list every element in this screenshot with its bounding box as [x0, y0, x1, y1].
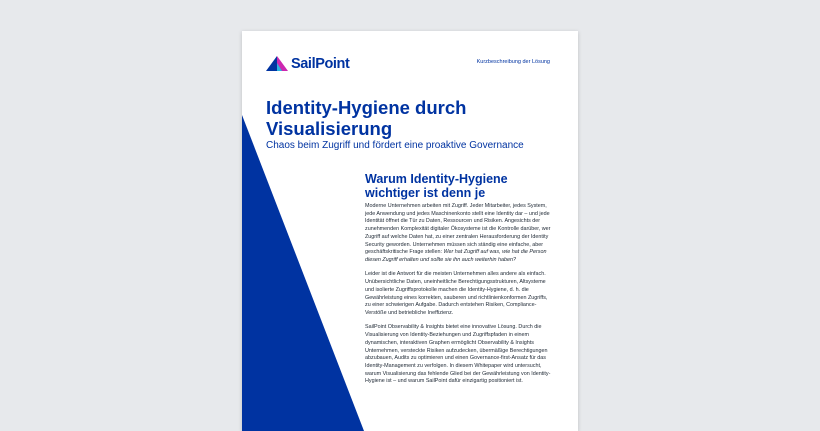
section-heading-line-2: wichtiger ist denn je	[365, 186, 486, 200]
document-title	[266, 97, 556, 139]
document-subtitle: Chaos beim Zugriff und fördert eine proaktive Governance	[266, 140, 524, 151]
paragraph-1	[365, 203, 553, 265]
body-text-column	[365, 203, 553, 393]
section-heading	[365, 172, 565, 200]
sailpoint-logo	[266, 55, 349, 73]
sail-icon	[266, 56, 288, 72]
title-line-1: Identity-Hygiene durch	[266, 97, 467, 118]
logo-wordmark: SailPoint	[291, 56, 350, 72]
paragraph-1-question: Wer hat Zugriff auf was, wie hat die Person diesen Zugriff erhalten und sollte sie ihn auch weiterhin haben?	[365, 249, 547, 263]
paragraph-2: Leider ist die Antwort für die meisten Unternehmen alles andere als einfach. Unübersichtliche Daten, uneinheitliche Berechtigungsstrukturen, Altsysteme und isolierte Zugriffsprotokolle machen die Identity-Hygiene, d. h. die Gewährleistung eines korrekten, sauberen und richtlinienkonformen Zugriffs, zu einer schwierigen Aufgabe. Dadurch entstehen Risiken, Compliance-Verstöße und betriebliche Ineffizienz.	[365, 271, 548, 316]
section-heading-line-1: Warum Identity-Hygiene	[365, 172, 508, 186]
document-page	[242, 31, 578, 431]
paragraph-1-text: Moderne Unternehmen arbeiten mit Zugriff. Jeder Mitarbeiter, jedes System, jede Anwendung und jedes Maschinenkonto stellt eine Identity dar – und jede Identität öffnet die Tür zu Daten, Ressourcen und Risiken. Angesichts der zunehmenden Komplexität digitaler Ökosysteme ist die Kontrolle darüber, wer Zugriff auf welche Daten hat, zu einer zentralen Herausforderung der Identity Security geworden. Unternehmen müssen sich ständig eine einfache, aber geschäftskritische Frage stellen:	[365, 203, 551, 256]
document-type-label: Kurzbeschreibung der Lösung	[476, 59, 550, 65]
paragraph-3: SailPoint Observability & Insights bietet eine innovative Lösung. Durch die Visualisierung von Identity-Beziehungen und Zugriffspfaden in einem dynamischen, interaktiven Graphen ermöglicht Observability & Insights Unternehmen, versteckte Risiken aufzudecken, übermäßige Berechtigungen abzubauen, Audits zu optimieren und einen Governance-first-Ansatz für das Identity-Management zu verfolgen. In diesem Whitepaper wird untersucht, warum Visualisierung das fehlende Glied bei der Gewährleistung von Identity-Hygiene ist – und warum SailPoint dafür einzigartig positioniert ist.	[365, 324, 551, 385]
title-line-2: Visualisierung	[266, 118, 393, 139]
